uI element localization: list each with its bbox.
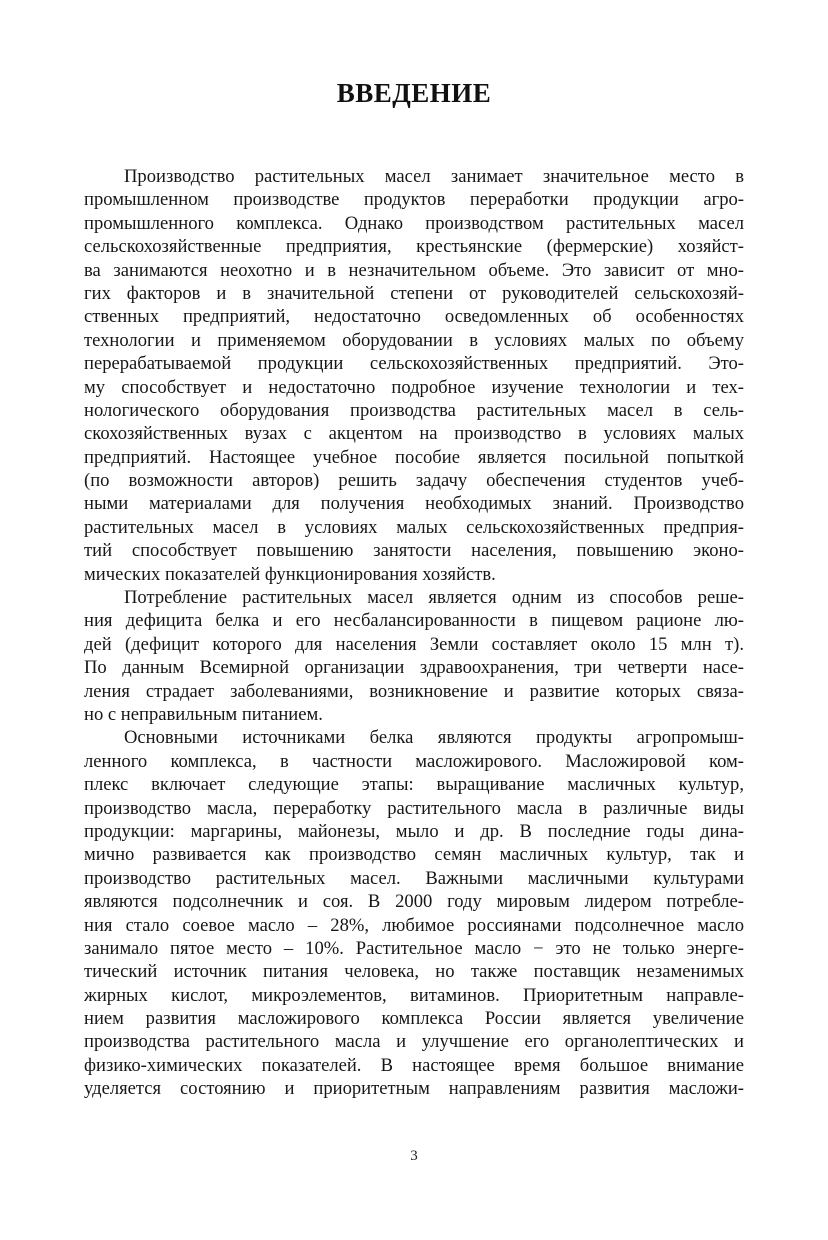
- text-line: мических показателей функционирования хозяйств.: [84, 563, 496, 585]
- text-line: производство масла, переработку растительного масла в различные виды: [84, 797, 744, 819]
- text-line: Потребление растительных масел является одним из способов реше-: [124, 587, 744, 609]
- text-line: ственных предприятий, недостаточно осведомленных об особенностях: [84, 306, 744, 328]
- text-line: тий способствует повышению занятости населения, повышению эконо-: [84, 540, 744, 562]
- text-line: технологии и применяемом оборудовании в условиях малых по объему: [84, 329, 744, 351]
- text-line: промышленном производстве продуктов переработки продукции агро-: [84, 189, 744, 211]
- text-line: (по возможности авторов) решить задачу обеспечения студентов учеб-: [84, 470, 744, 492]
- text-line: производство растительных масел. Важными масличными культурами: [84, 867, 744, 889]
- text-line: ными материалами для получения необходимых знаний. Производство: [84, 493, 744, 515]
- text-line: ва занимаются неохотно и в незначительном объеме. Это зависит от мно-: [84, 259, 744, 281]
- text-line: му способствует и недостаточно подробное изучение технологии и тех-: [84, 376, 744, 398]
- text-line: предприятий. Настоящее учебное пособие является посильной попыткой: [84, 446, 744, 468]
- text-line: растительных масел в условиях малых сельскохозяйственных предприя-: [84, 516, 744, 538]
- text-line: но с неправильным питанием.: [84, 703, 323, 725]
- page-number: 3: [410, 1148, 418, 1164]
- text-line: ления страдает заболеваниями, возникновение и развитие которых связа-: [84, 680, 744, 702]
- text-line: Производство растительных масел занимает значительное место в: [124, 166, 744, 187]
- paragraph-3: [84, 726, 744, 1100]
- text-line: скохозяйственных вузах с акцентом на производство в условиях малых: [84, 423, 744, 445]
- text-line: являются подсолнечник и соя. В 2000 году мировым лидером потребле-: [84, 891, 744, 913]
- text-line: физико-химических показателей. В настоящее время большое внимание: [84, 1054, 744, 1076]
- paragraph-1: [84, 165, 744, 586]
- text-line: производства растительного масла и улучшение его органолептических и: [84, 1031, 744, 1053]
- body-text: [84, 165, 744, 1101]
- text-line: сельскохозяйственные предприятия, крестьянские (фермерские) хозяйст-: [84, 236, 744, 258]
- text-line: гих факторов и в значительной степени от руководителей сельскохозяй-: [84, 282, 744, 304]
- text-line: нологического оборудования производства растительных масел в сель-: [84, 399, 744, 421]
- text-line: плекс включает следующие этапы: выращивание масличных культур,: [84, 774, 744, 796]
- text-line: По данным Всемирной организации здравоохранения, три четверти насе-: [84, 657, 744, 679]
- text-line: тический источник питания человека, но также поставщик незаменимых: [84, 961, 744, 983]
- text-line: ния стало соевое масло – 28%, любимое россиянами подсолнечное масло: [84, 914, 744, 936]
- paragraph-2: [84, 586, 744, 726]
- text-line: уделяется состоянию и приоритетным направлениям развития масложи-: [84, 1078, 744, 1100]
- text-line: продукции: маргарины, майонезы, мыло и др. В последние годы дина-: [84, 820, 744, 842]
- text-line: Основными источниками белка являются продукты агропромыш-: [124, 727, 744, 749]
- text-line: промышленного комплекса. Однако производством растительных масел: [84, 212, 744, 234]
- text-line: нием развития масложирового комплекса России является увеличение: [84, 1008, 744, 1030]
- text-line: ленного комплекса, в частности масложирового. Масложировой ком-: [84, 750, 744, 772]
- text-line: ния дефицита белка и его несбалансированности в пищевом рационе лю-: [84, 610, 744, 632]
- text-line: жирных кислот, микроэлементов, витаминов. Приоритетным направле-: [84, 984, 744, 1006]
- text-line: занимало пятое место – 10%. Растительное масло − это не только энерге-: [84, 937, 744, 959]
- chapter-title: ВВЕДЕНИЕ: [336, 78, 492, 108]
- text-line: мично развивается как производство семян масличных культур, так и: [84, 844, 744, 866]
- text-line: дей (дефицит которого для населения Земли составляет около 15 млн т).: [84, 633, 744, 655]
- text-line: перерабатываемой продукции сельскохозяйственных предприятий. Это-: [84, 353, 744, 375]
